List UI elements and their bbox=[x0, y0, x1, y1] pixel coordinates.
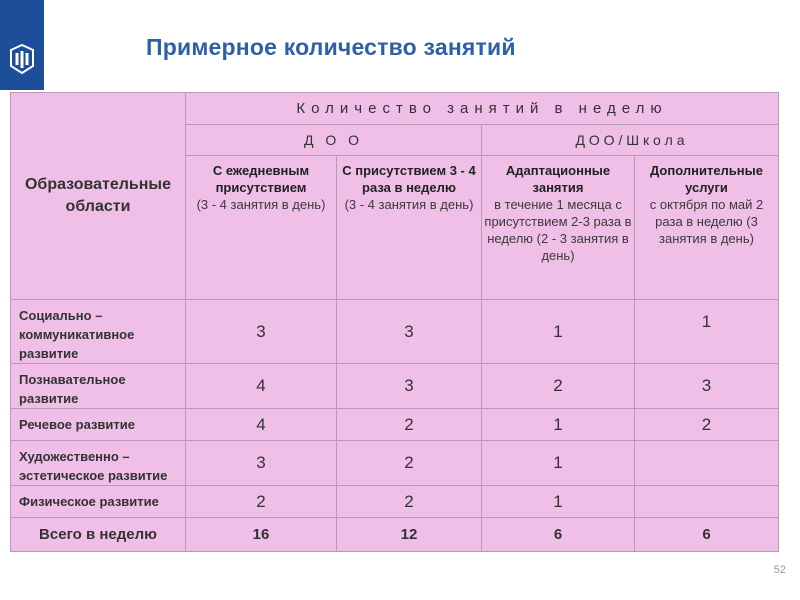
column-heading: С присутствием 3 - 4 раза в неделю bbox=[342, 163, 476, 195]
column-header bbox=[482, 156, 635, 300]
group-doo-school: Д О О / Ш к о л а bbox=[482, 125, 779, 156]
column-heading: Адаптационные занятия bbox=[505, 163, 611, 195]
total-value: 6 bbox=[482, 518, 635, 552]
column-heading: С ежедневным присутствием bbox=[212, 163, 310, 195]
cell-value: 2 bbox=[337, 486, 482, 518]
cell-value bbox=[635, 486, 779, 518]
week-header: Количество занятий в неделю bbox=[186, 93, 779, 125]
cell-value: 2 bbox=[482, 364, 635, 409]
column-header bbox=[186, 156, 337, 300]
areas-header: Образовательные области bbox=[11, 93, 186, 300]
table-row bbox=[11, 409, 779, 441]
page-number: 52 bbox=[773, 564, 786, 576]
cell-value: 2 bbox=[635, 409, 779, 441]
total-label: Всего в неделю bbox=[11, 518, 186, 552]
cell-value: 3 bbox=[635, 364, 779, 409]
column-note: с октября по май 2 раза в неделю (3 занятия в день) bbox=[649, 197, 764, 246]
cell-value: 1 bbox=[635, 300, 779, 364]
total-value: 12 bbox=[337, 518, 482, 552]
group-doo: Д О О bbox=[186, 125, 482, 156]
cell-value: 4 bbox=[186, 364, 337, 409]
cell-value: 3 bbox=[186, 441, 337, 486]
row-label: Речевое развитие bbox=[11, 409, 186, 441]
cell-value: 2 bbox=[186, 486, 337, 518]
column-note: в течение 1 месяца с присутствием 2-3 раза в неделю (2 - 3 занятия в день) bbox=[484, 197, 632, 263]
column-note: (3 - 4 занятия в день) bbox=[196, 197, 326, 212]
cell-value: 3 bbox=[186, 300, 337, 364]
lessons-table bbox=[10, 92, 779, 552]
total-row bbox=[11, 518, 779, 552]
column-note: (3 - 4 занятия в день) bbox=[344, 197, 474, 212]
cell-value: 3 bbox=[337, 300, 482, 364]
table-row bbox=[11, 364, 779, 409]
column-header bbox=[337, 156, 482, 300]
total-value: 16 bbox=[186, 518, 337, 552]
row-label: Социально – коммуникативное развитие bbox=[11, 300, 186, 364]
university-logo-icon bbox=[8, 44, 36, 74]
university-logo bbox=[0, 0, 44, 90]
cell-value: 1 bbox=[482, 300, 635, 364]
cell-value: 2 bbox=[337, 409, 482, 441]
cell-value: 1 bbox=[482, 409, 635, 441]
column-header bbox=[635, 156, 779, 300]
table-row bbox=[11, 486, 779, 518]
row-label: Художественно – эстетическое развитие bbox=[11, 441, 186, 486]
cell-value: 1 bbox=[482, 441, 635, 486]
table-header-row bbox=[11, 93, 779, 125]
page-title: Примерное количество занятий bbox=[146, 34, 516, 60]
row-label: Познавательное развитие bbox=[11, 364, 186, 409]
cell-value: 3 bbox=[337, 364, 482, 409]
cell-value: 4 bbox=[186, 409, 337, 441]
row-label: Физическое развитие bbox=[11, 486, 186, 518]
table-row bbox=[11, 300, 779, 364]
cell-value: 2 bbox=[337, 441, 482, 486]
cell-value bbox=[635, 441, 779, 486]
total-value: 6 bbox=[635, 518, 779, 552]
table-row bbox=[11, 441, 779, 486]
column-heading: Дополнительные услуги bbox=[650, 163, 763, 195]
cell-value: 1 bbox=[482, 486, 635, 518]
